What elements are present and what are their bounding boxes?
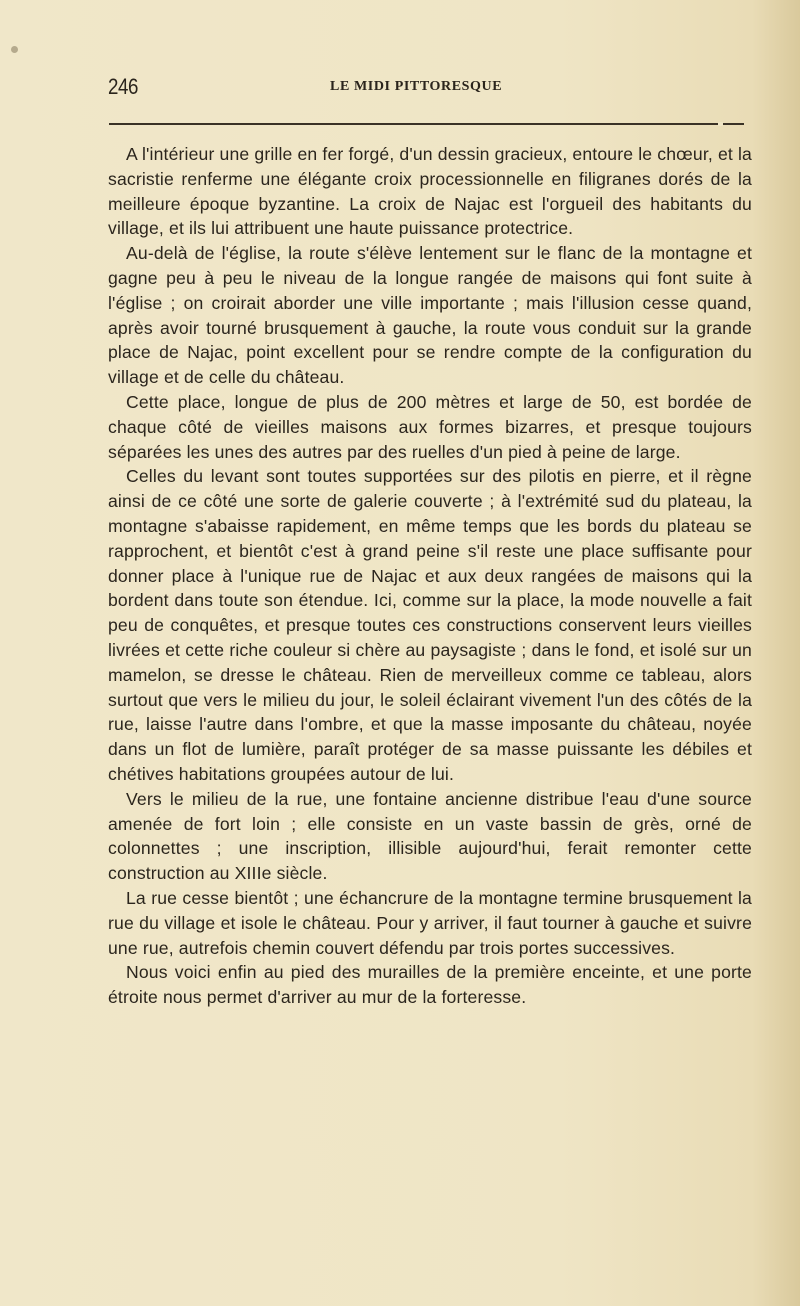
paragraph-6: La rue cesse bientôt ; une échancrure de la montagne termine brusquement la rue du village et isole le château. Pour y arriver, il faut tourner à gauche et suivre une rue, autrefois chemin couvert défendu par trois portes successives. <box>108 887 752 958</box>
header-rule-tail <box>723 123 744 125</box>
header-rule <box>109 123 742 125</box>
paragraph-5: Vers le milieu de la rue, une fontaine ancienne distribue l'eau d'une source amenée de fort loin ; elle consiste en un vaste bassin de grès, orné de colonnettes ; une inscription, illisible aujourd'hui, ferait remonter cette construction au XIIIe siècle. <box>108 788 752 884</box>
paragraph-1: A l'intérieur une grille en fer forgé, d'un dessin gracieux, entoure le chœur, et la sacristie renferme une élégante croix processionnelle en filigranes dorés de la meilleure époque byzantine. La croix de Najac est l'orgueil des habitants du village, et ils lui attribuent une haute puissance protectrice. <box>108 144 752 239</box>
paragraph-4: Celles du levant sont toutes supportées sur des pilotis en pierre, et il règne ainsi de ce côté une sorte de galerie couverte ; à l'extrémité sud du plateau, la montagne s'abaisse rapidement, en même temps que les bords du plateau se rapprochent, et bientôt c'est à grand peine s'il reste une place suffisante pour donner place à l'unique rue de Najac et aux deux rangées de maisons qui la bordent dans toute son étendue. Ici, comme sur la place, la mode nouvelle a fait peu de conquêtes, et presque toutes ces constructions conservent leurs vieilles livrées et cette riche couleur si chère au paysagiste ; dans le fond, et isolé sur un mamelon, se dresse le château. Rien de merveilleux comme ce tableau, alors surtout que vers le milieu du jour, le soleil éclairant vivement l'un des côtés de la rue, laisse l'autre dans l'ombre, et que la masse imposante du château, noyée dans un flot de lumière, paraît protéger de sa masse puissante les débiles et chétives habitations groupées autour de lui. <box>108 466 752 784</box>
page-number: 246 <box>108 74 138 99</box>
page-header <box>108 74 752 104</box>
paragraph-7: Nous voici enfin au pied des murailles de la première enceinte, et une porte étroite nous permet d'arriver au mur de la forteresse. <box>108 962 752 1008</box>
paragraph-3: Cette place, longue de plus de 200 mètres et large de 50, est bordée de chaque côté de vieilles maisons aux formes bizarres, et presque toujours séparées les unes des autres par des ruelles d'un pied à peine de large. <box>108 391 752 462</box>
running-title: LE MIDI PITTORESQUE <box>330 79 503 94</box>
body-text <box>108 142 752 1010</box>
paper-stain <box>11 46 18 53</box>
paragraph-2: Au-delà de l'église, la route s'élève lentement sur le flanc de la montagne et gagne peu à peu le niveau de la longue rangée de maisons qui font suite à l'église ; on croirait aborder une ville importante ; mais l'illusion cesse quand, après avoir tourné brusquement à gauche, la route vous conduit sur la grande place de Najac, point excellent pour se rendre compte de la configuration du village et de celle du château. <box>108 243 752 388</box>
